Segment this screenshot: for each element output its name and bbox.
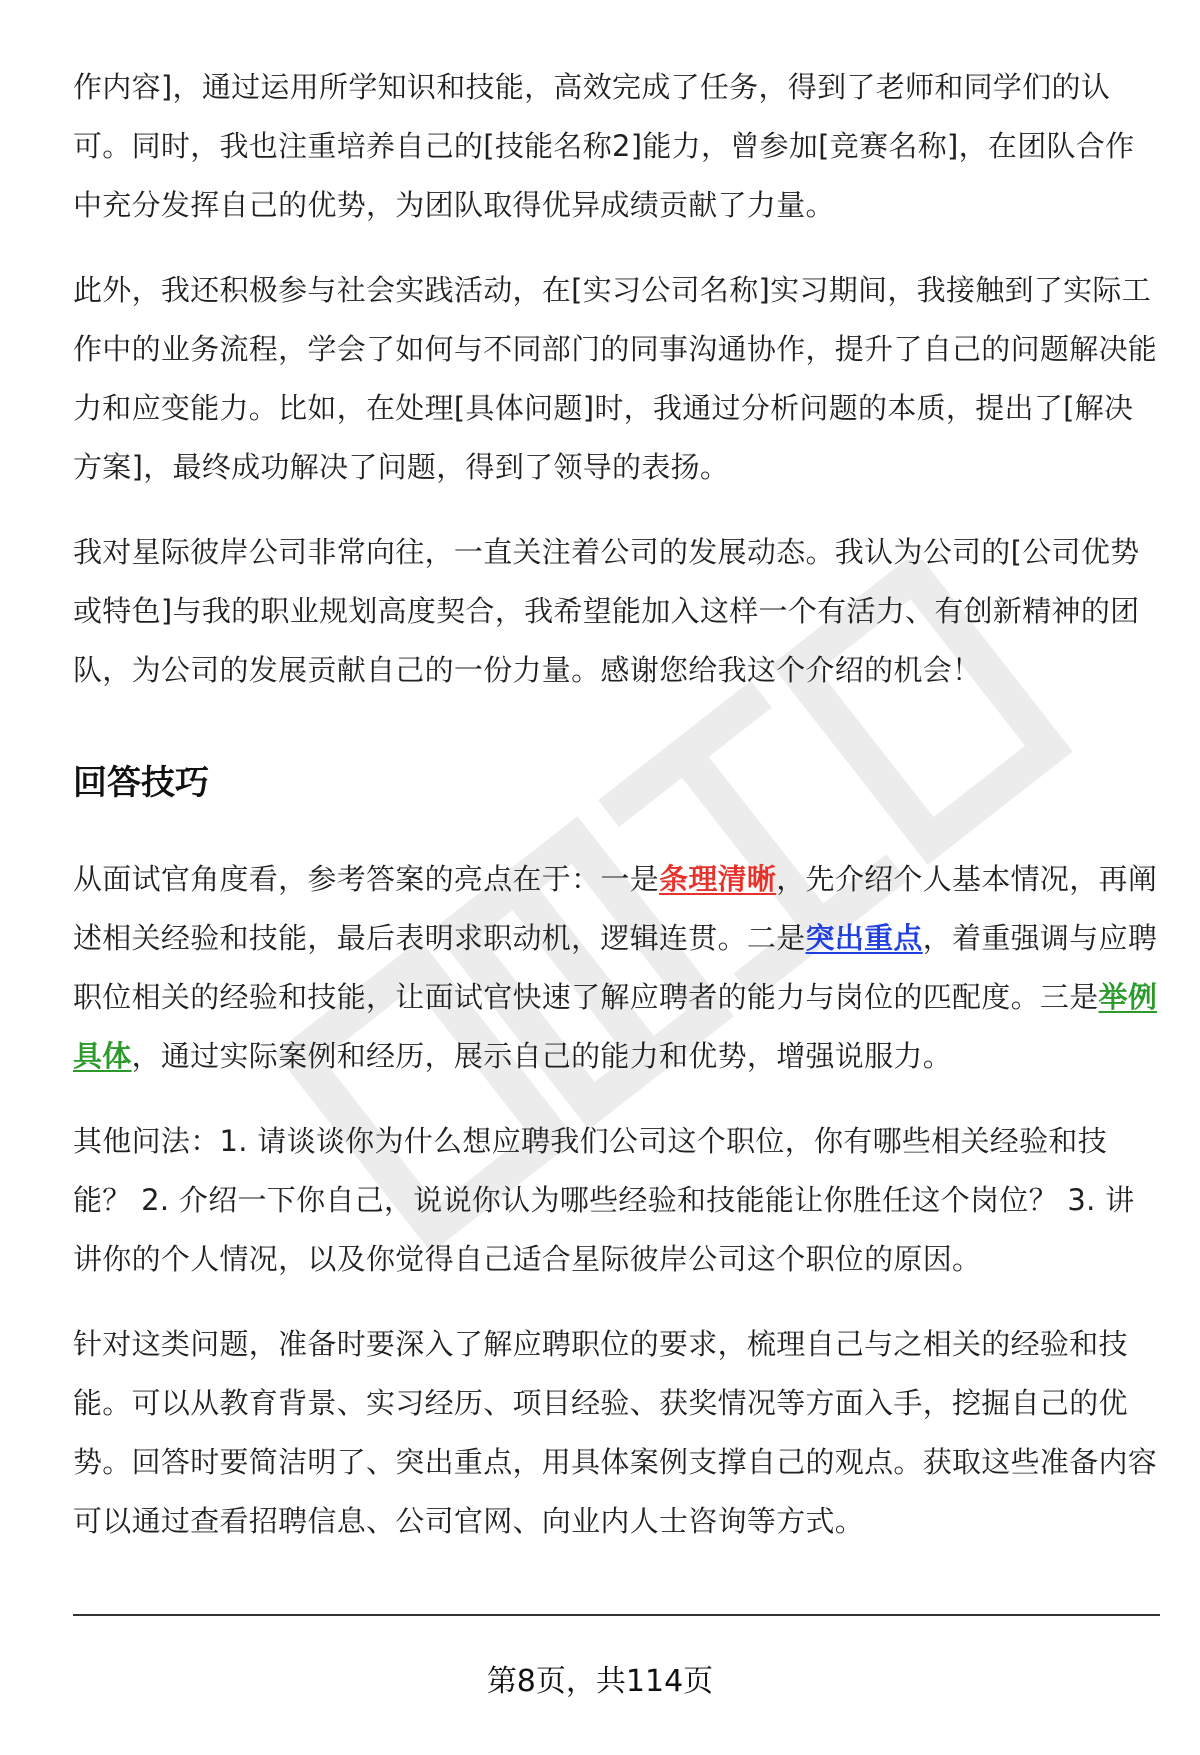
section-heading-answer-tips: 回答技巧 (73, 763, 209, 803)
paragraph-other-questions: 其他问法：1. 请谈谈你为什么想应聘我们公司这个职位，你有哪些相关经验和技能？ 2. 介绍一下你自己，说说你认为哪些经验和技能能让你胜任这个岗位？ 3. 讲讲你的个人情况，以及你觉得自己适合星际彼岸公司这个职位的原因。 (73, 1124, 1135, 1276)
highlight-keyword-concrete-examples: 举例具体 (73, 980, 1158, 1073)
paragraph-internship: 此外，我还积极参与社会实践活动，在[实习公司名称]实习期间，我接触到了实际工作中的业务流程，学会了如何与不同部门的同事沟通协作，提升了自己的问题解决能力和应变能力。比如，在处理[具体问题]时，我通过分析问题的本质，提出了[解决方案]，最终成功解决了问题，得到了领导的表扬。 (73, 273, 1158, 484)
paragraph-preparation-advice: 针对这类问题，准备时要深入了解应聘职位的要求，梳理自己与之相关的经验和技能。可以从教育背景、实习经历、项目经验、获奖情况等方面入手，挖掘自己的优势。回答时要简洁明了、突出重点，用具体案例支撑自己的观点。获取这些准备内容可以通过查看招聘信息、公司官网、向业内人士咨询等方式。 (73, 1327, 1158, 1538)
tips-text-1: 从面试官角度看，参考答案的亮点在于：一是 (73, 862, 660, 896)
page-number: 第8页，共114页 (486, 1664, 714, 1699)
highlight-keyword-focus: 突出重点 (805, 921, 923, 955)
paragraph-intro-continued: 作内容]，通过运用所学知识和技能，高效完成了任务，得到了老师和同学们的认可。同时，我也注重培养自己的[技能名称2]能力，曾参加[竞赛名称]，在团队合作中充分发挥自己的优势，为团队取得优异成绩贡献了力量。 (73, 70, 1135, 222)
paragraph-tips (73, 850, 1160, 1086)
highlight-keyword-clear-structure: 条理清晰 (659, 862, 777, 896)
paragraph-company-motivation: 我对星际彼岸公司非常向往，一直关注着公司的发展动态。我认为公司的[公司优势或特色]与我的职业规划高度契合，我希望能加入这样一个有活力、有创新精神的团队，为公司的发展贡献自己的一份力量。感谢您给我这个介绍的机会！ (73, 535, 1140, 687)
tips-text-3: ，着重强调与应聘职位相关的经验和技能，让面试官快速了解应聘者的能力与岗位的匹配度。三是 (73, 921, 1158, 1014)
document-body (73, 58, 1160, 1577)
tips-text-2: ，先介绍个人基本情况，再阐述相关经验和技能，最后表明求职动机，逻辑连贯。二是 (73, 862, 1158, 955)
tips-text-4: ，通过实际案例和经历，展示自己的能力和优势，增强说服力。 (131, 1039, 953, 1073)
footer-divider (73, 1614, 1160, 1616)
